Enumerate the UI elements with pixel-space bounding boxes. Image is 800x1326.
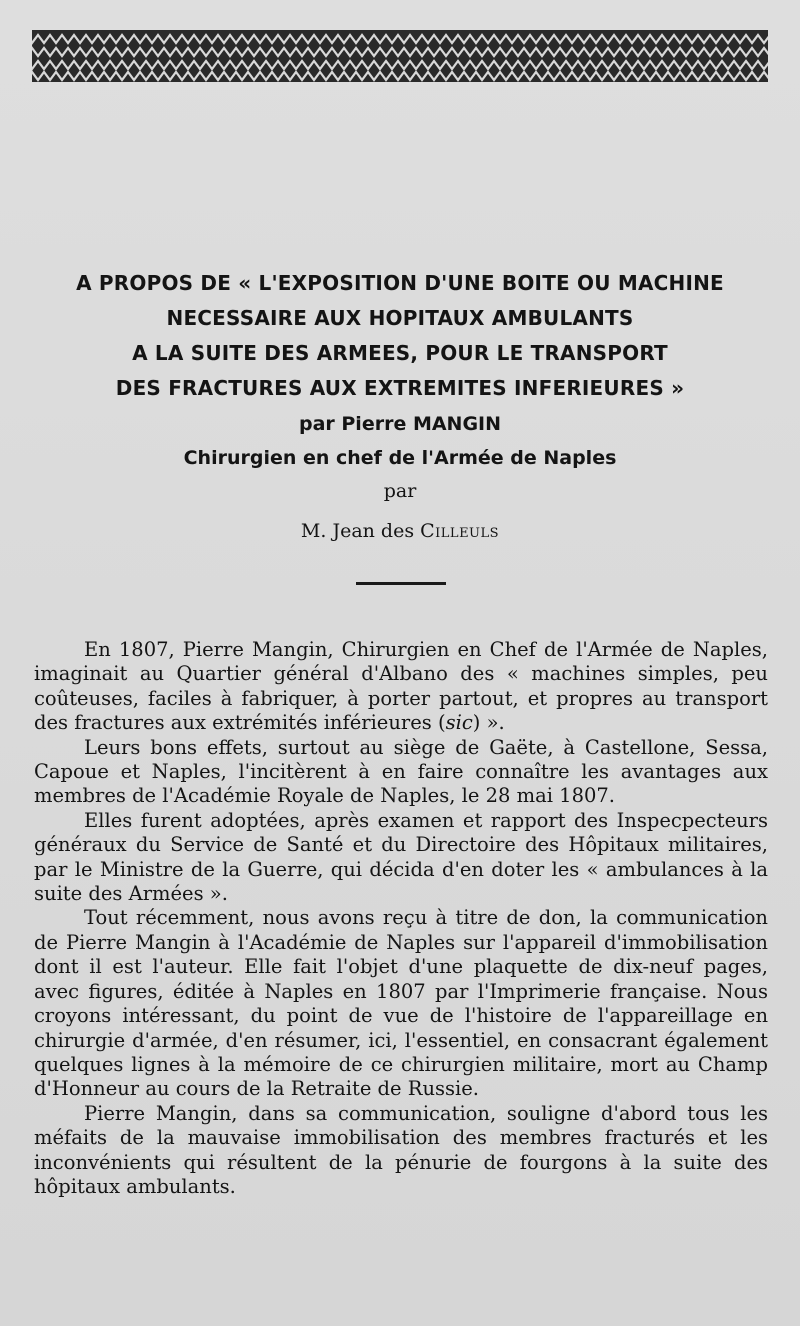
- title-line-1: A PROPOS DE « L'EXPOSITION D'UNE BOITE OU MACHINE: [76, 271, 724, 295]
- paragraph-3: Elles furent adoptées, après examen et rapport des Inspecpecteurs généraux du Service de Santé et du Directoire des Hôpitaux militaires, par le Ministre de la Guerre, qui décida d'en doter les « ambulances à la suite des Armées ».: [34, 808, 768, 906]
- original-author-role: Chirurgien en chef de l'Armée de Naples: [183, 447, 617, 469]
- title-line-3: A LA SUITE DES ARMEES, POUR LE TRANSPORT: [132, 341, 668, 365]
- paragraph-1-text: En 1807, Pierre Mangin, Chirurgien en Chef de l'Armée de Naples, imaginait au Quartier général d'Albano des « machines simples, peu coûteuses, faciles à fabriquer, à porter partout, et propres au transport des fractures aux extrémités inférieures (: [34, 638, 768, 735]
- article-title: [20, 266, 780, 406]
- original-author: par Pierre MANGIN: [298, 413, 502, 435]
- title-line-4: DES FRACTURES AUX EXTREMITES INFERIEURES »: [115, 376, 685, 400]
- author-surname: Cilleuls: [420, 520, 500, 542]
- original-author-block: [20, 407, 780, 475]
- title-line-2: NECESSAIRE AUX HOPITAUX AMBULANTS: [166, 306, 634, 330]
- paragraph-1: [34, 638, 768, 736]
- paragraph-2: Leurs bons effets, surtout au siège de Gaëte, à Castellone, Sessa, Capoue et Naples, l'incitèrent à en faire connaître les avantages aux membres de l'Académie Royale de Naples, le 28 mai 1807.: [34, 735, 768, 808]
- article-author: [20, 520, 780, 542]
- par-word: par: [383, 480, 417, 502]
- paragraph-5: Pierre Mangin, dans sa communication, souligne d'abord tous les méfaits de la mauvaise immobilisation des membres fracturés et les inconvénients qui résultent de la pénurie de fourgons à la suite des hôpitaux ambulants.: [34, 1101, 768, 1198]
- article-body: [34, 638, 768, 1199]
- author-prefix: M. Jean des: [300, 520, 421, 542]
- sic-annotation: sic: [445, 711, 473, 735]
- paragraph-4: Tout récemment, nous avons reçu à titre de don, la communication de Pierre Mangin à l'Académie de Naples sur l'appareil d'immobilisation dont il est l'auteur. Elle fait l'objet d'une plaquette de dix-neuf pages, avec figures, éditée à Naples en 1807 par l'Imprimerie française. Nous croyons intéressant, du point de vue de l'histoire de l'appareillage en chirurgie d'armée, d'en résumer, ici, l'essentiel, en consacrant également quelques lignes à la mémoire de ce chirurgien militaire, mort au Champ d'Honneur au cours de la Retraite de Russie.: [34, 906, 768, 1101]
- section-divider: [356, 582, 446, 585]
- decorative-border-band: [32, 30, 768, 82]
- paragraph-1-end: ) ».: [472, 711, 505, 735]
